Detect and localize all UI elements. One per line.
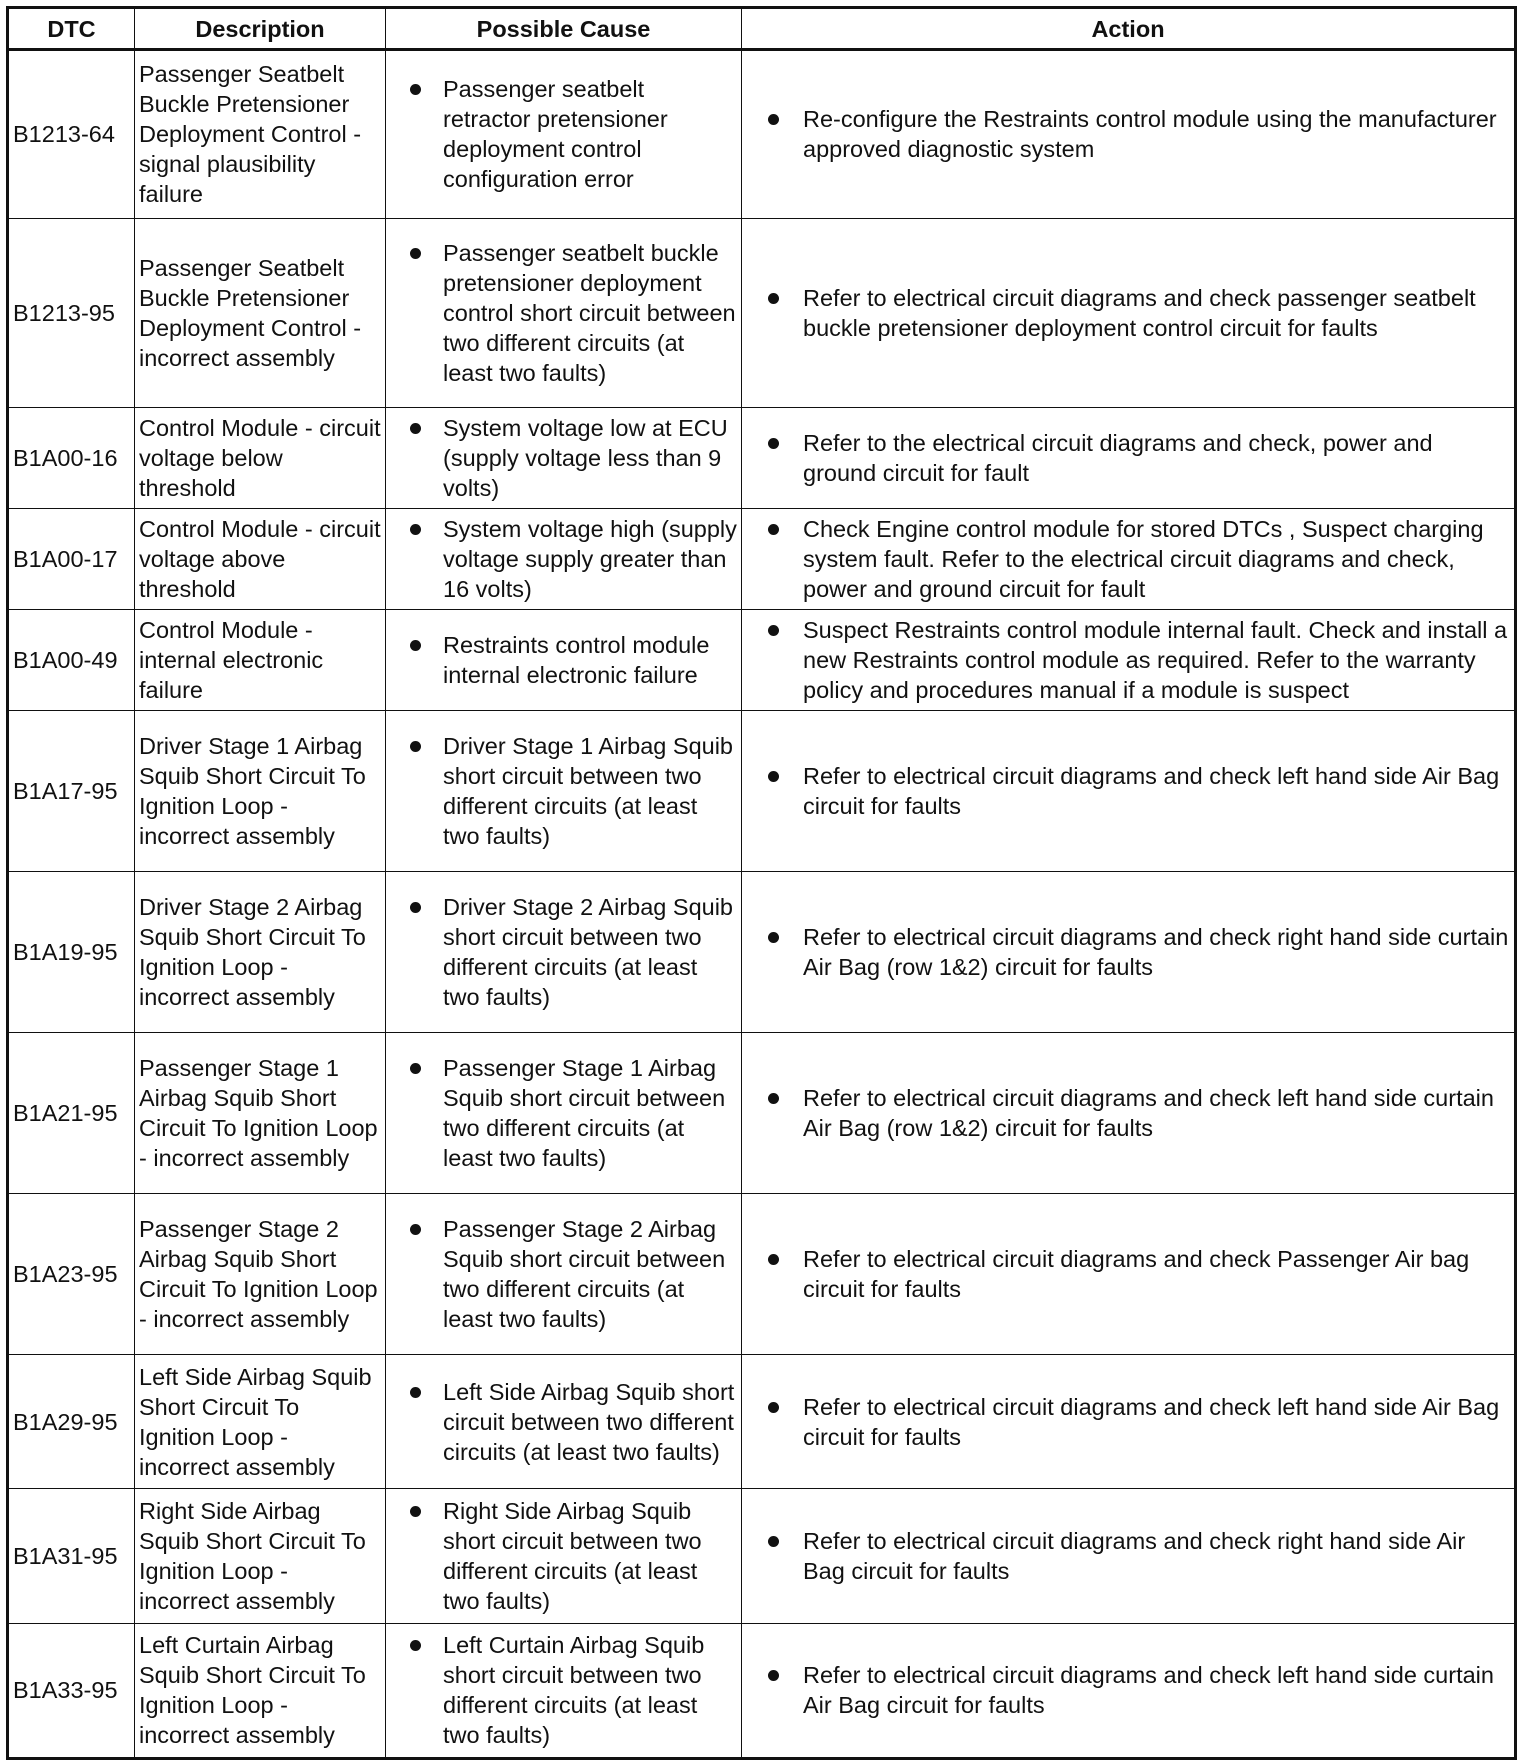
possible-cause-cell xyxy=(386,1623,742,1758)
bullet-icon xyxy=(768,524,779,535)
dtc-description: Control Module - circuit voltage below threshold xyxy=(135,408,386,509)
possible-cause-cell xyxy=(386,50,742,219)
bullet-icon xyxy=(768,438,779,449)
action-item xyxy=(746,922,1510,982)
bullet-icon xyxy=(768,1402,779,1413)
possible-cause-item xyxy=(390,731,737,851)
possible-cause-cell xyxy=(386,1355,742,1489)
bullet-icon xyxy=(410,902,421,913)
possible-cause-item xyxy=(390,413,737,503)
possible-cause-text: System voltage high (supply voltage supply greater than 16 volts) xyxy=(443,516,737,603)
bullet-icon xyxy=(410,423,421,434)
possible-cause-text: Passenger Stage 2 Airbag Squib short circuit between two different circuits (at least two faults) xyxy=(443,1216,726,1333)
action-item xyxy=(746,1083,1510,1143)
dtc-code: B1A19-95 xyxy=(8,872,135,1033)
action-item xyxy=(746,514,1510,604)
possible-cause-text: Restraints control module internal electronic failure xyxy=(443,632,710,689)
action-text: Re-configure the Restraints control module using the manufacturer approved diagnostic system xyxy=(803,106,1497,163)
action-item xyxy=(746,615,1510,705)
possible-cause-text: Driver Stage 1 Airbag Squib short circuit between two different circuits (at least two faults) xyxy=(443,733,733,850)
dtc-description: Left Side Airbag Squib Short Circuit To Ignition Loop - incorrect assembly xyxy=(135,1355,386,1489)
dtc-description: Passenger Stage 1 Airbag Squib Short Circuit To Ignition Loop - incorrect assembly xyxy=(135,1033,386,1194)
action-item xyxy=(746,1244,1510,1304)
possible-cause-cell xyxy=(386,1033,742,1194)
possible-cause-item xyxy=(390,892,737,1012)
table-row xyxy=(8,1033,1516,1194)
possible-cause-item xyxy=(390,74,737,194)
bullet-icon xyxy=(410,1640,421,1651)
dtc-code: B1213-95 xyxy=(8,218,135,408)
dtc-description: Right Side Airbag Squib Short Circuit To Ignition Loop - incorrect assembly xyxy=(135,1489,386,1623)
table-row xyxy=(8,711,1516,872)
action-cell xyxy=(742,610,1516,711)
table-row xyxy=(8,1194,1516,1355)
table-row xyxy=(8,408,1516,509)
action-text: Refer to electrical circuit diagrams and check Passenger Air bag circuit for faults xyxy=(803,1246,1470,1303)
action-item xyxy=(746,428,1510,488)
possible-cause-item xyxy=(390,630,737,690)
possible-cause-text: Passenger seatbelt retractor pretensioner deployment control configuration error xyxy=(443,76,668,193)
bullet-icon xyxy=(410,524,421,535)
dtc-description: Passenger Seatbelt Buckle Pretensioner Deployment Control - signal plausibility failure xyxy=(135,50,386,219)
action-text: Refer to electrical circuit diagrams and check passenger seatbelt buckle pretensioner deployment control circuit for faults xyxy=(803,285,1476,342)
bullet-icon xyxy=(768,293,779,304)
possible-cause-cell xyxy=(386,711,742,872)
possible-cause-item xyxy=(390,1053,737,1173)
possible-cause-cell xyxy=(386,509,742,610)
dtc-code: B1A33-95 xyxy=(8,1623,135,1758)
possible-cause-item xyxy=(390,1377,737,1467)
bullet-icon xyxy=(410,1224,421,1235)
possible-cause-cell xyxy=(386,218,742,408)
action-cell xyxy=(742,711,1516,872)
bullet-icon xyxy=(410,1387,421,1398)
header-row xyxy=(8,8,1516,50)
action-text: Refer to electrical circuit diagrams and check left hand side Air Bag circuit for faults xyxy=(803,763,1500,820)
table-row xyxy=(8,1489,1516,1623)
action-item xyxy=(746,1526,1510,1586)
dtc-description: Driver Stage 1 Airbag Squib Short Circuit To Ignition Loop - incorrect assembly xyxy=(135,711,386,872)
dtc-code: B1A21-95 xyxy=(8,1033,135,1194)
possible-cause-item xyxy=(390,514,737,604)
bullet-icon xyxy=(410,1506,421,1517)
action-text: Refer to electrical circuit diagrams and check right hand side Air Bag circuit for faults xyxy=(803,1527,1466,1584)
possible-cause-item xyxy=(390,1630,737,1750)
action-text: Refer to electrical circuit diagrams and check left hand side curtain Air Bag (row 1&2) circuit for faults xyxy=(803,1085,1494,1142)
bullet-icon xyxy=(768,771,779,782)
action-item xyxy=(746,283,1510,343)
table-row xyxy=(8,1623,1516,1758)
possible-cause-text: Left Curtain Airbag Squib short circuit between two different circuits (at least two faults) xyxy=(443,1632,705,1749)
table-row xyxy=(8,218,1516,408)
action-text: Refer to electrical circuit diagrams and check left hand side Air Bag circuit for faults xyxy=(803,1393,1500,1450)
header-description: Description xyxy=(135,8,386,50)
possible-cause-text: Passenger seatbelt buckle pretensioner deployment control short circuit between two different circuits (at least two faults) xyxy=(443,240,736,387)
possible-cause-item xyxy=(390,1496,737,1616)
action-text: Refer to electrical circuit diagrams and check right hand side curtain Air Bag (row 1&2) circuit for faults xyxy=(803,924,1509,981)
dtc-code: B1A29-95 xyxy=(8,1355,135,1489)
action-cell xyxy=(742,408,1516,509)
possible-cause-cell xyxy=(386,872,742,1033)
possible-cause-item xyxy=(390,1214,737,1334)
possible-cause-cell xyxy=(386,1194,742,1355)
possible-cause-cell xyxy=(386,610,742,711)
possible-cause-cell xyxy=(386,408,742,509)
bullet-icon xyxy=(768,932,779,943)
action-item xyxy=(746,761,1510,821)
action-cell xyxy=(742,509,1516,610)
bullet-icon xyxy=(768,1093,779,1104)
action-item xyxy=(746,1660,1510,1720)
bullet-icon xyxy=(410,248,421,259)
action-cell xyxy=(742,218,1516,408)
bullet-icon xyxy=(410,84,421,95)
action-cell xyxy=(742,1033,1516,1194)
bullet-icon xyxy=(768,1254,779,1265)
possible-cause-cell xyxy=(386,1489,742,1623)
header-action: Action xyxy=(742,8,1516,50)
dtc-description: Passenger Seatbelt Buckle Pretensioner Deployment Control - incorrect assembly xyxy=(135,218,386,408)
bullet-icon xyxy=(768,114,779,125)
action-text: Suspect Restraints control module internal fault. Check and install a new Restraints control module as required. Refer to the warranty policy and procedures manual if a module is suspect xyxy=(803,617,1508,704)
header-dtc: DTC xyxy=(8,8,135,50)
dtc-code: B1A00-49 xyxy=(8,610,135,711)
table-row xyxy=(8,509,1516,610)
bullet-icon xyxy=(768,1670,779,1681)
table-row xyxy=(8,610,1516,711)
action-cell xyxy=(742,1623,1516,1758)
dtc-code: B1A00-17 xyxy=(8,509,135,610)
dtc-description: Driver Stage 2 Airbag Squib Short Circuit To Ignition Loop - incorrect assembly xyxy=(135,872,386,1033)
possible-cause-text: Passenger Stage 1 Airbag Squib short circuit between two different circuits (at least two faults) xyxy=(443,1055,726,1172)
action-text: Refer to electrical circuit diagrams and check left hand side curtain Air Bag circuit for faults xyxy=(803,1662,1494,1719)
bullet-icon xyxy=(768,625,779,636)
bullet-icon xyxy=(410,741,421,752)
possible-cause-text: Driver Stage 2 Airbag Squib short circuit between two different circuits (at least two faults) xyxy=(443,894,733,1011)
action-cell xyxy=(742,872,1516,1033)
dtc-code: B1A31-95 xyxy=(8,1489,135,1623)
dtc-description: Control Module - circuit voltage above threshold xyxy=(135,509,386,610)
dtc-description: Control Module - internal electronic failure xyxy=(135,610,386,711)
action-text: Check Engine control module for stored DTCs , Suspect charging system fault. Refer to the electrical circuit diagrams and check, power and ground circuit for fault xyxy=(803,516,1484,603)
bullet-icon xyxy=(768,1536,779,1547)
action-cell xyxy=(742,1489,1516,1623)
action-item xyxy=(746,104,1510,164)
possible-cause-text: System voltage low at ECU (supply voltage less than 9 volts) xyxy=(443,415,728,502)
possible-cause-text: Right Side Airbag Squib short circuit between two different circuits (at least two faults) xyxy=(443,1497,702,1614)
possible-cause-text: Left Side Airbag Squib short circuit between two different circuits (at least two faults) xyxy=(443,1378,735,1465)
dtc-code: B1A23-95 xyxy=(8,1194,135,1355)
action-text: Refer to the electrical circuit diagrams and check, power and ground circuit for fault xyxy=(803,430,1433,487)
bullet-icon xyxy=(410,640,421,651)
table-row xyxy=(8,1355,1516,1489)
header-possible-cause: Possible Cause xyxy=(386,8,742,50)
dtc-code: B1A00-16 xyxy=(8,408,135,509)
table-body xyxy=(8,50,1516,1759)
bullet-icon xyxy=(410,1063,421,1074)
possible-cause-item xyxy=(390,238,737,388)
action-cell xyxy=(742,1355,1516,1489)
dtc-table xyxy=(6,6,1517,1760)
dtc-description: Passenger Stage 2 Airbag Squib Short Circuit To Ignition Loop - incorrect assembly xyxy=(135,1194,386,1355)
table-row xyxy=(8,50,1516,219)
action-cell xyxy=(742,50,1516,219)
dtc-description: Left Curtain Airbag Squib Short Circuit To Ignition Loop - incorrect assembly xyxy=(135,1623,386,1758)
action-cell xyxy=(742,1194,1516,1355)
action-item xyxy=(746,1392,1510,1452)
table-row xyxy=(8,872,1516,1033)
dtc-code: B1A17-95 xyxy=(8,711,135,872)
dtc-code: B1213-64 xyxy=(8,50,135,219)
